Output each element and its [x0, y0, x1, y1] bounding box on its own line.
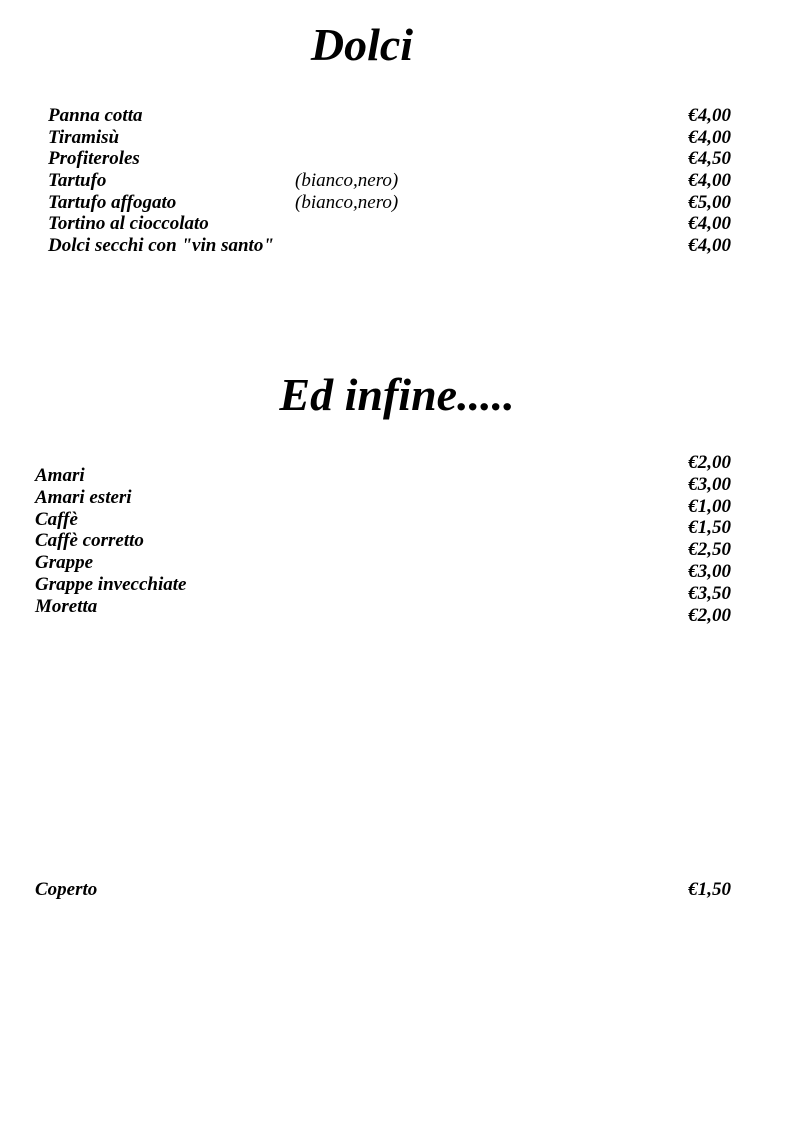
- item-name: Caffè: [35, 508, 78, 530]
- item-name: Tortino al cioccolato: [48, 213, 209, 235]
- menu-row: [48, 235, 731, 257]
- item-price: €3,00: [688, 473, 731, 495]
- item-name: Amari esteri: [35, 486, 132, 508]
- item-name: Panna cotta: [48, 105, 143, 126]
- item-price: €5,00: [688, 191, 731, 213]
- menu-row: [48, 170, 731, 192]
- item-name: Grappe invecchiate: [35, 573, 187, 595]
- menu-row: [48, 127, 731, 149]
- menu-row: [48, 148, 731, 170]
- item-price: €4,00: [688, 170, 731, 192]
- dolci-item-list: [48, 105, 731, 257]
- item-price: €2,50: [688, 539, 731, 561]
- item-name: Tartufo affogato: [48, 191, 177, 213]
- menu-row: [48, 213, 731, 235]
- item-name: Tartufo: [48, 170, 107, 192]
- item-name: Dolci secchi con "vin santo": [48, 235, 274, 257]
- item-price: €4,00: [688, 126, 731, 148]
- item-name: Moretta: [35, 595, 98, 617]
- item-price: €4,00: [688, 213, 731, 235]
- dolci-section-title: Dolci: [310, 19, 414, 70]
- item-name: Tiramisù: [48, 126, 120, 148]
- ed-infine-section-title: Ed infine.....: [279, 369, 515, 420]
- item-price: €3,00: [688, 560, 731, 582]
- item-name: Caffè corretto: [35, 530, 144, 552]
- item-price: €2,00: [688, 452, 731, 473]
- coperto-row: [35, 879, 731, 901]
- coperto-label: Coperto: [35, 879, 98, 900]
- item-price: €2,00: [688, 604, 731, 626]
- coperto-price: €1,50: [688, 879, 731, 900]
- item-note: (bianco,nero): [295, 191, 399, 213]
- item-name: Grappe: [35, 552, 94, 574]
- item-price: €1,50: [688, 517, 731, 539]
- ed-infine-item-list: [35, 465, 186, 618]
- item-price: €3,50: [688, 582, 731, 604]
- item-name: Amari: [35, 465, 85, 486]
- menu-row: [48, 192, 731, 214]
- item-price: €4,00: [688, 235, 731, 257]
- menu-row: [48, 105, 731, 127]
- item-price: €4,50: [688, 148, 731, 170]
- item-note: (bianco,nero): [295, 170, 399, 192]
- item-price: €1,00: [688, 495, 731, 517]
- item-price: €4,00: [688, 105, 731, 126]
- item-name: Profiteroles: [48, 148, 140, 170]
- ed-infine-price-list: [688, 452, 731, 626]
